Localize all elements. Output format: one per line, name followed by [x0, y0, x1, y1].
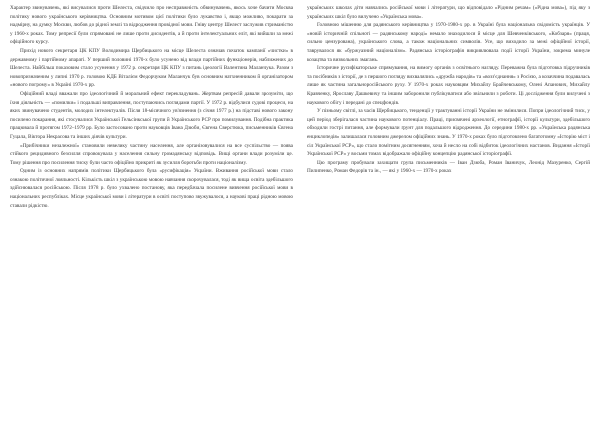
paragraph: українських школах діти навчались російської мови і літератури, що відповідало «Рідним речам» («Рідна мова»), під яку з українських шкіл було вилучено «Українська мова».	[307, 5, 590, 20]
paragraph: «Прибічники незалежної» становили невелику частину населення, але організовувалися на все суспільство — поява стійкого рецидивного безсилля спровокувала у населення сильну громадянську відповідь. Вищі органи влади розуміли це. Тому рішення про посилення тиску були часто офіційно прикриті як зусилля боротьби проти націоналізму.	[10, 142, 293, 166]
text-columns	[10, 4, 590, 210]
paragraph: Прихід нового секретаря ЦК КПУ Володимира Щербицького на місце Шелеста означав початок кампанії «чистки» в державному і партійному апараті. У перший половині 1970-х було усунено від влади партійних функціонерів, наближених до Шелеста. Найбільш показовим стало усунення у 1972 р. секретаря ЦК КПУ з питань ідеології Валентина Маланчука. Разом з новопризначеним у липні 1970 р. головою КДБ Віталієм Федорчуком Маланчук був основним натхненником й організатором «нового погрому» в Україні 1970-х рр.	[10, 47, 293, 89]
paragraph: У пізньому світлі, за часів Щербицького, тенденції у трактуванні історії України не змінилися. Попри ідеологічний тиск, у цей період зберігалася частина наукового потенціалу. Праці, присвячені археології, етнографії, історії культури, здебільшого обходили гострі питання, але формували ґрунт для подальшого відродження. До середини 1980-х рр. «Українська радянська енциклопедія» залишалася головним джерелом офіційних знань. У 1970-х роках було підготовлено багатотомну «Історію міст і сіл Української РСР», що стало помітним досягненням, хоча й несло на собі відбиток ідеологічних настанов. Видання «Історії Української РСР» у восьми томах відображало офіційну концепцію радянської історіографії.	[307, 108, 590, 158]
paragraph: Одним із основних напрямів політики Щербицького була «русифікація» України. Вживання російської мови стало ознакою політичної лояльності. Кількість шкіл з українською мовою навчання скорочувалася, тоді як вища освіта здебільшого здійснювалася російською. Після 1978 р. було ухвалено постанову, яка передбачала посилене вивчення російської мови в національних республіках. Місце української мови і літератури в освіті поступово звужувалося, а наукові праці рідною мовою ставали рідкістю.	[10, 168, 293, 209]
paragraph: Головною мішенню для радянського керівництва у 1970-1980-х рр. в Україні була національна свідомість українців. У «новій історичній спільноті — радянському народі» немало знаходилося й місце для Шевченківського, «Кобзаря» (праця, сильно цензурована), українського слова, а також національних символів. Усе, що виходило за межі офіційної історії, таврувалося як «буржуазний націоналізм». Радянська історіографія викривлювала події історії України, зокрема минуле козацтва та визвольних змагань.	[307, 22, 590, 63]
paragraph: Цю програму пробували захищати група письменників — Іван Дзюба, Роман Іваничук, Леонід Мазуренко, Сергій Пилипенко, Роман Федорів та ін., — які у 1960-х — 1970-х роках	[307, 159, 590, 175]
paragraph: Характер звинувачень, які висувалися проти Шелеста, свідчило про несправжність обвинувачень, якось хоче бачити Москва політику нового українського керівництва. Основним мотивом цієї політики було лукавство і, якщо можливо, покарати за надмірну, на думку Москви, любов до рідної землі та відродження провідної мови. Гніву центру Шелест заслужив стриманістю у 1960-х роках. Тому репресії були спрямовані не лише проти дисидентів, а й проти інтелектуальних еліт, які вийшли за межі офіційного курсу.	[10, 5, 293, 46]
paragraph: Історичне русифікаторське спрямування, на вимогу органів з освітнього нагляду. Переважна була підготовка підручників та посібників з історії, де з першого погляду вихвалялись «дружба народів» та «возз'єднання» з Росією, а козаччина подавалась лише як частина загальноросійського руху. У 1970-х роках науковцям Михайлу Брайчевському, Олені Апанович, Михайлу Кравченку, Ярославу Дашкевичу та іншим заборонили публікуватися або звільнили з роботи. Ці дослідження були вилучені з наукового обігу і передані до спецфондів.	[307, 65, 590, 106]
right-column	[307, 4, 590, 210]
paragraph: Офіційний владі вважали про ідеологічний й моральний ефект перекладувань. Жертвам репресій давали зрозуміти, що їхня діяльність — «помилки» і подальші виправлення, поступаючись поглядами партії. У 1972 р. відбулися судові процеси, на яких звинувачено студентів, молодих інтелектуалів. Після 18-місячного ув'язнення (з січня 1977 р.) на підставі нового закону посилено покарання, які стосувалися Української Гельсінкської групи й Українського РСР про помилування. Подібна практика працювала й протягом 1972–1979 рр. Було застосовано проти науковців Івана Дзюби, Євгена Сверстюка, письменників Євгена Гуцала, Віктора Некрасова та інших діячів культури.	[10, 90, 293, 140]
left-column	[10, 4, 293, 210]
